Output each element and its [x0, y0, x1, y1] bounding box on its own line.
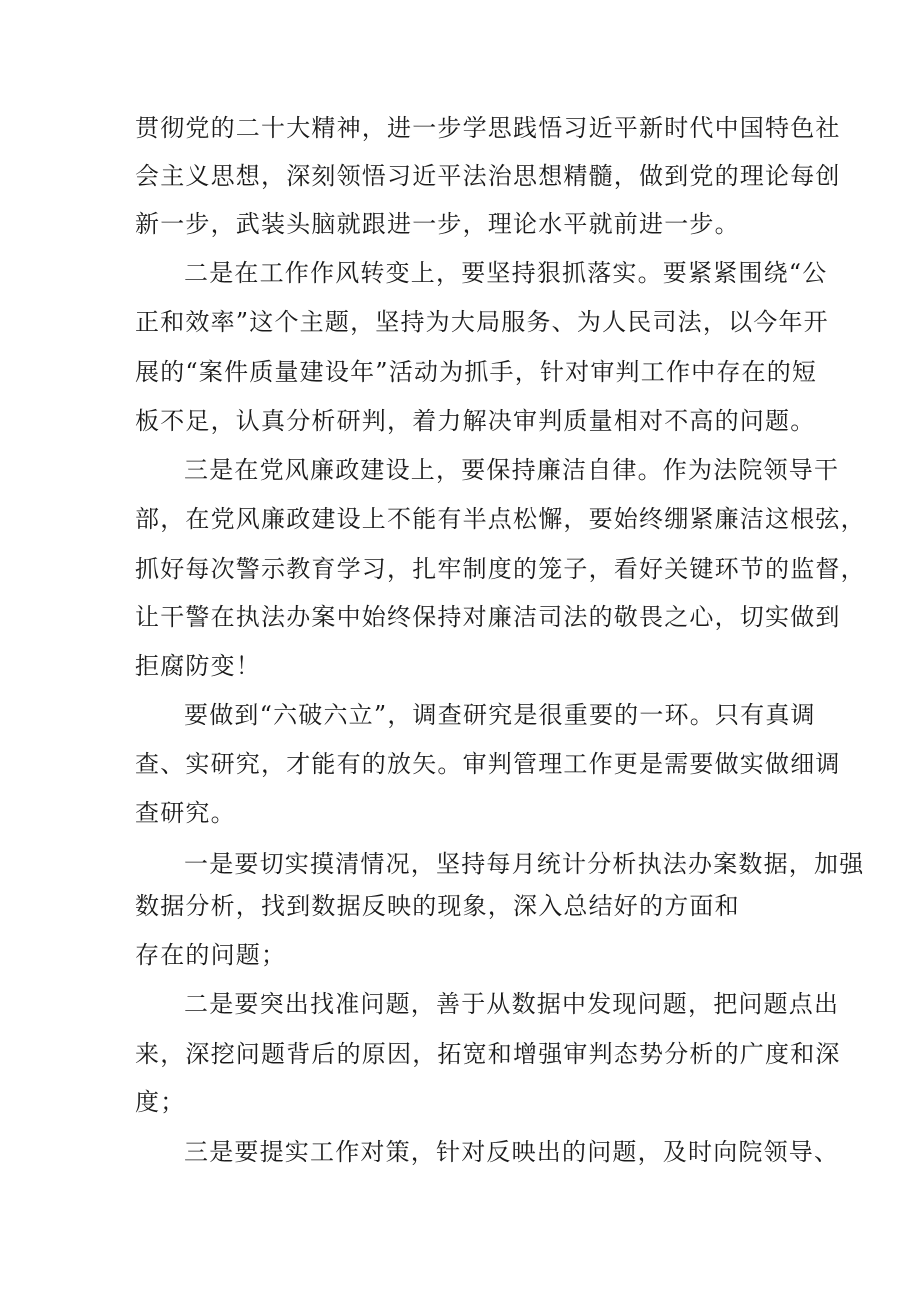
- text-line: 抓好每次警示教育学习，扎牢制度的笼子，看好关键环节的监督，: [135, 555, 866, 583]
- text-line: 二是在工作作风转变上，要坚持狠抓落实。要紧紧围绕“公: [184, 259, 828, 287]
- text-line: 来，深挖问题背后的原因，拓宽和增强审判态势分析的广度和深: [135, 1040, 841, 1068]
- text-line: 会主义思想，深刻领悟习近平法治思想精髓，做到党的理论每创: [135, 162, 841, 190]
- text-line: 一是要切实摸清情况，坚持每月统计分析执法办案数据，加强: [184, 850, 865, 878]
- text-line: 三是要提实工作对策，针对反映出的问题，及时向院领导、: [184, 1138, 840, 1166]
- text-line: 板不足，认真分析研判，着力解决审判质量相对不高的问题。: [135, 407, 816, 435]
- text-line: 查研究。: [135, 799, 236, 827]
- text-line: 让干警在执法办案中始终保持对廉洁司法的敬畏之心，切实做到: [135, 603, 841, 631]
- text-line: 部，在党风廉政建设上不能有半点松懈，要始终绷紧廉洁这根弦，: [135, 505, 866, 533]
- text-line: 要做到“六破六立”，调查研究是很重要的一环。只有真调: [184, 701, 816, 729]
- text-line: 正和效率”这个主题，坚持为大局服务、为人民司法，以今年开: [135, 308, 829, 336]
- text-line: 三是在党风廉政建设上，要保持廉洁自律。作为法院领导干: [184, 456, 840, 484]
- text-line: 存在的问题；: [135, 941, 287, 969]
- text-line: 展的“案件质量建设年”活动为抓手，针对审判工作中存在的短: [135, 358, 818, 386]
- text-line: 贯彻党的二十大精神，进一步学思践悟习近平新时代中国特色社: [135, 114, 841, 142]
- text-line: 查、实研究，才能有的放矢。审判管理工作更是需要做实做细调: [135, 750, 841, 778]
- text-line: 新一步，武装头脑就跟进一步，理论水平就前进一步。: [135, 210, 740, 238]
- text-line: 数据分析，找到数据反映的现象，深入总结好的方面和: [135, 892, 740, 920]
- text-line: 二是要突出找准问题，善于从数据中发现问题，把问题点出: [184, 990, 840, 1018]
- text-line: 度；: [135, 1088, 186, 1116]
- text-line: 拒腐防变！: [135, 652, 261, 680]
